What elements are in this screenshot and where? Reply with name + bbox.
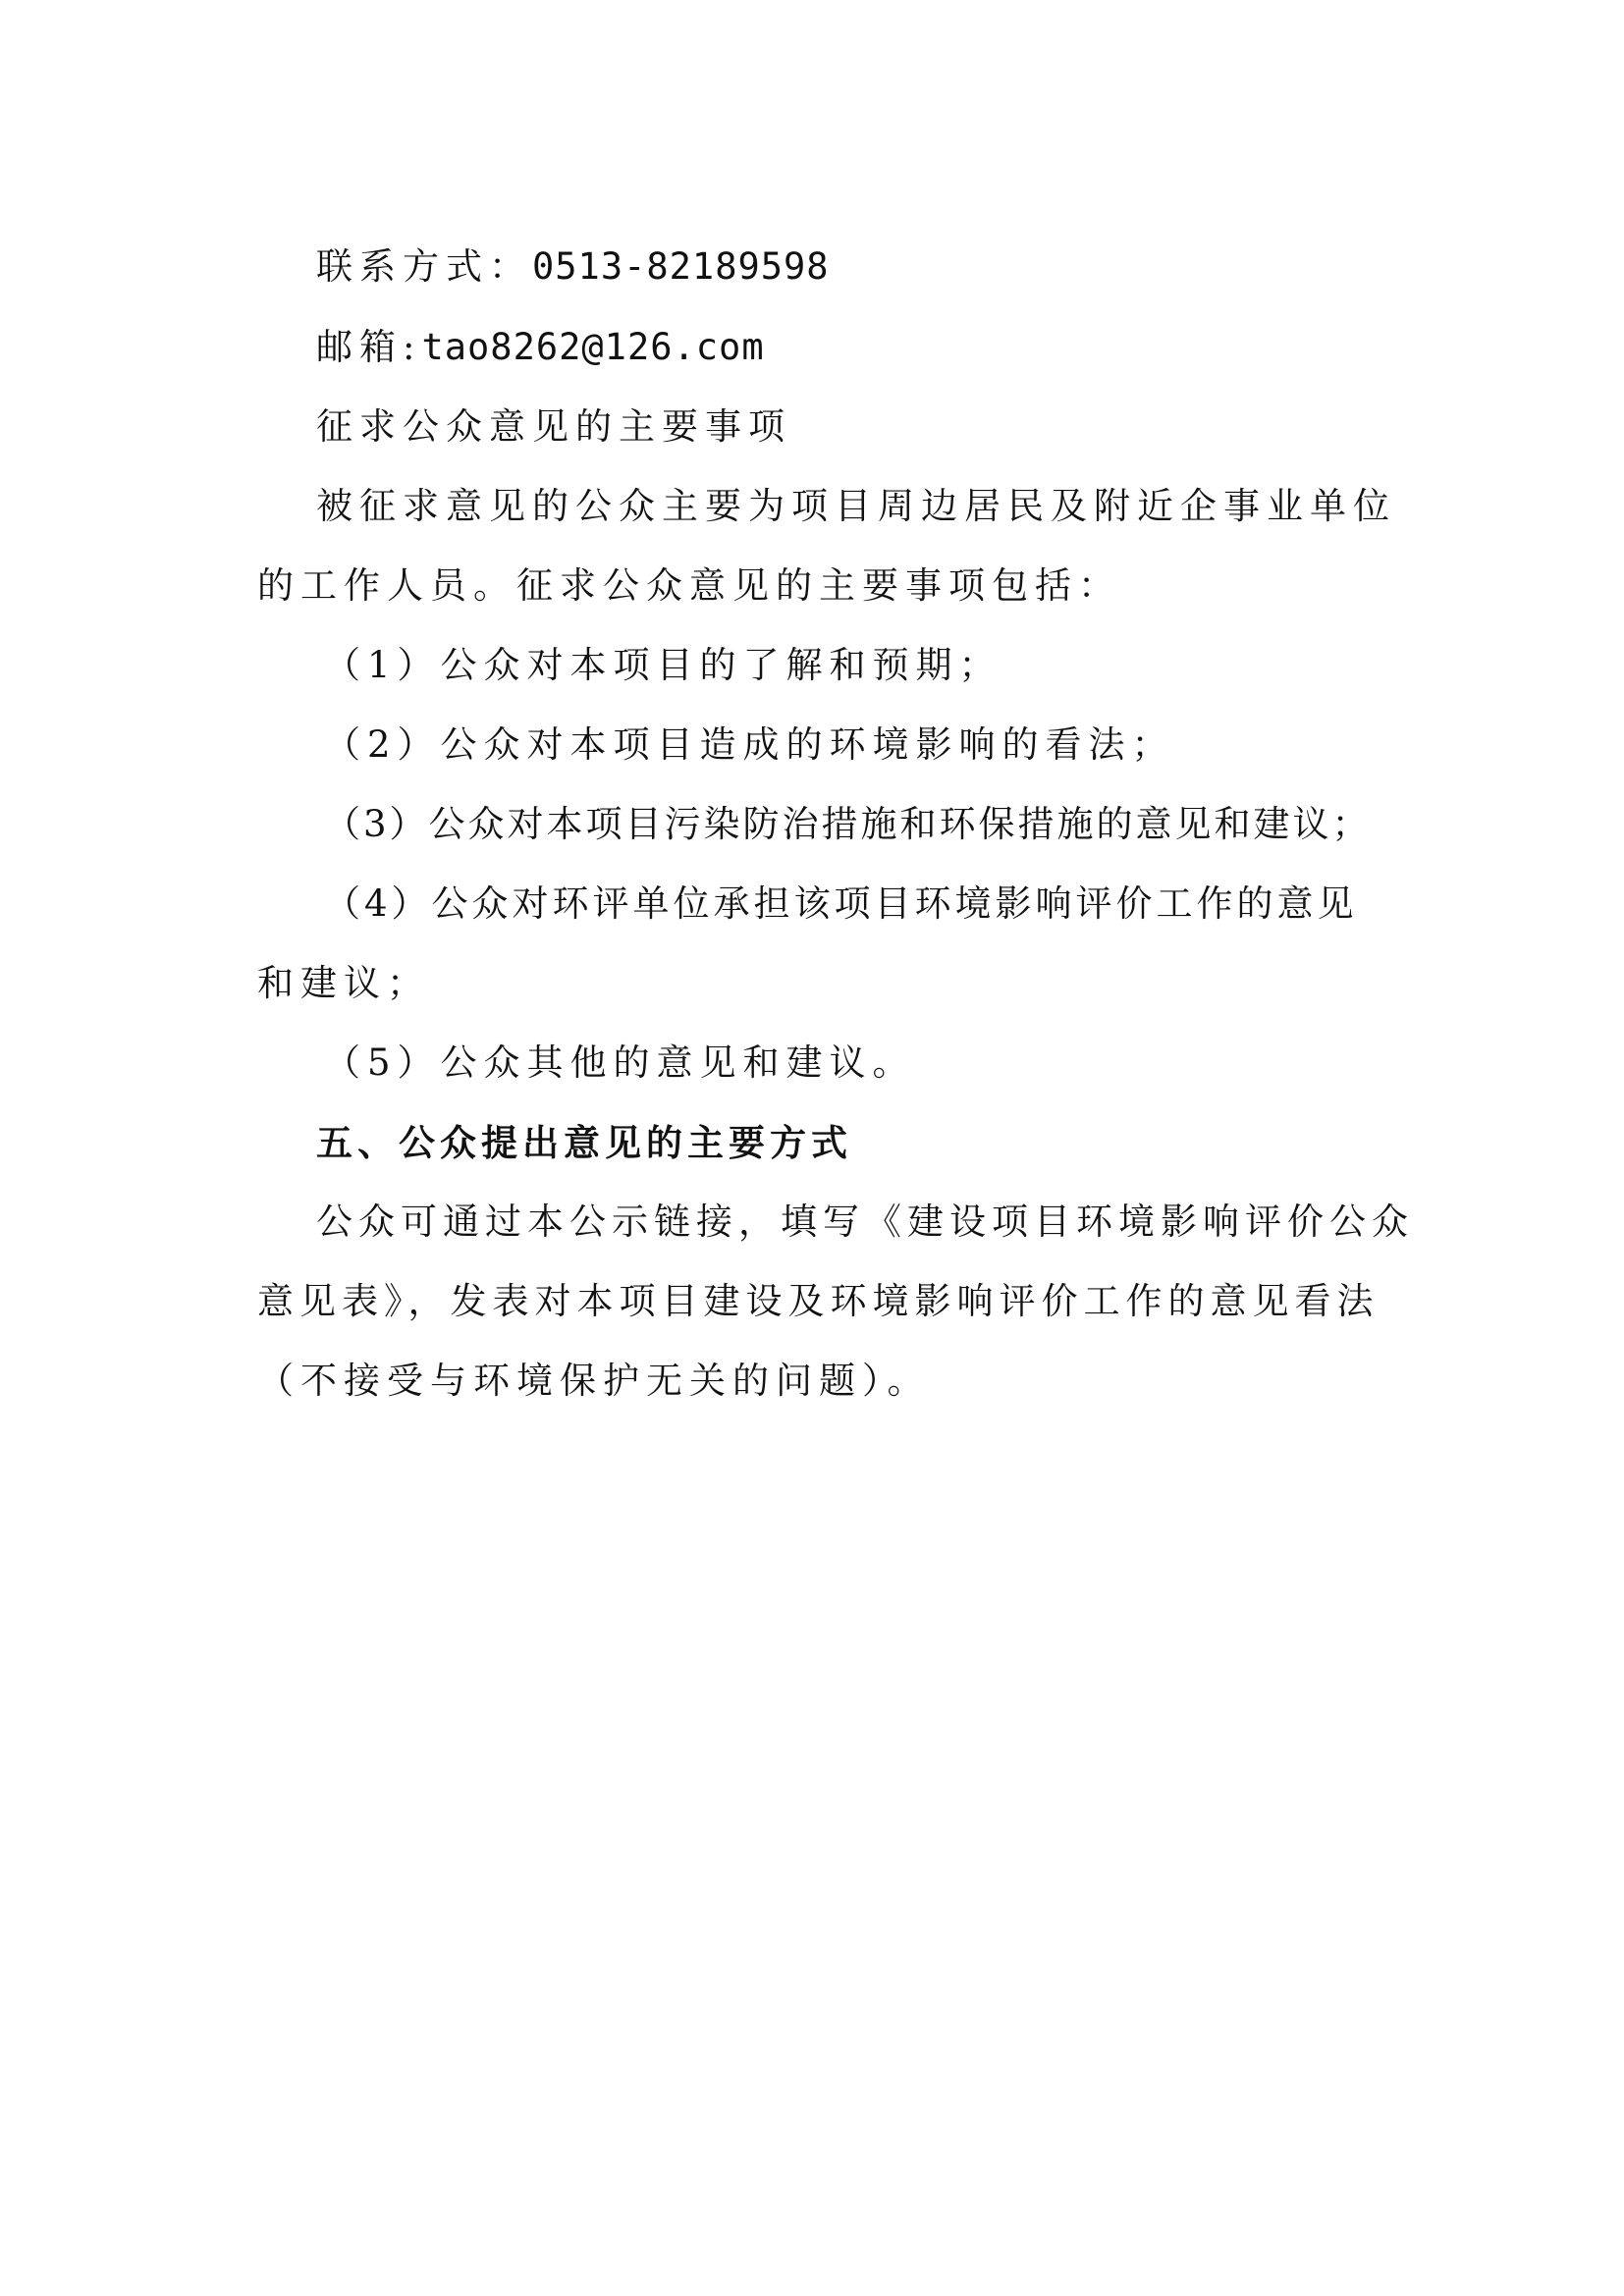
email-label: 邮箱: [316, 326, 422, 368]
contact-label: 联系方式： [316, 245, 532, 288]
list-item-3: （3）公众对本项目污染防治措施和环保措施的意见和建议； [324, 803, 1372, 845]
list-item-2: （2）公众对本项目造成的环境影响的看法； [324, 723, 1175, 766]
email-line [316, 324, 765, 371]
section5-line1: 公众可通过本公示链接，填写《建设项目环境影响评价公众 [316, 1201, 1414, 1243]
list-item-4: （4）公众对环评单位承担该项目环境影响评价工作的意见 [324, 882, 1358, 925]
section-subtitle: 征求公众意见的主要事项 [316, 405, 791, 448]
list-item-1: （1）公众对本项目的了解和预期； [324, 644, 1002, 686]
section5-line2: 意见表》，发表对本项目建设及环境影响评价工作的意见看法 [257, 1280, 1380, 1322]
contact-line [316, 243, 830, 291]
paragraph1-line1: 被征求意见的公众主要为项目周边居民及附近企事业单位 [316, 485, 1396, 527]
section5-heading: 五、公众提出意见的主要方式 [316, 1121, 852, 1164]
paragraph1-line2: 的工作人员。征求公众意见的主要事项包括： [257, 564, 1121, 607]
list-item-5: （5）公众其他的意见和建议。 [324, 1041, 916, 1084]
list-item-4-continued: 和建议； [257, 962, 430, 1004]
section5-line3: （不接受与环境保护无关的问题）。 [257, 1360, 931, 1402]
contact-phone: 0513-82189598 [532, 245, 830, 288]
email-address: tao8262@126.com [421, 326, 765, 368]
